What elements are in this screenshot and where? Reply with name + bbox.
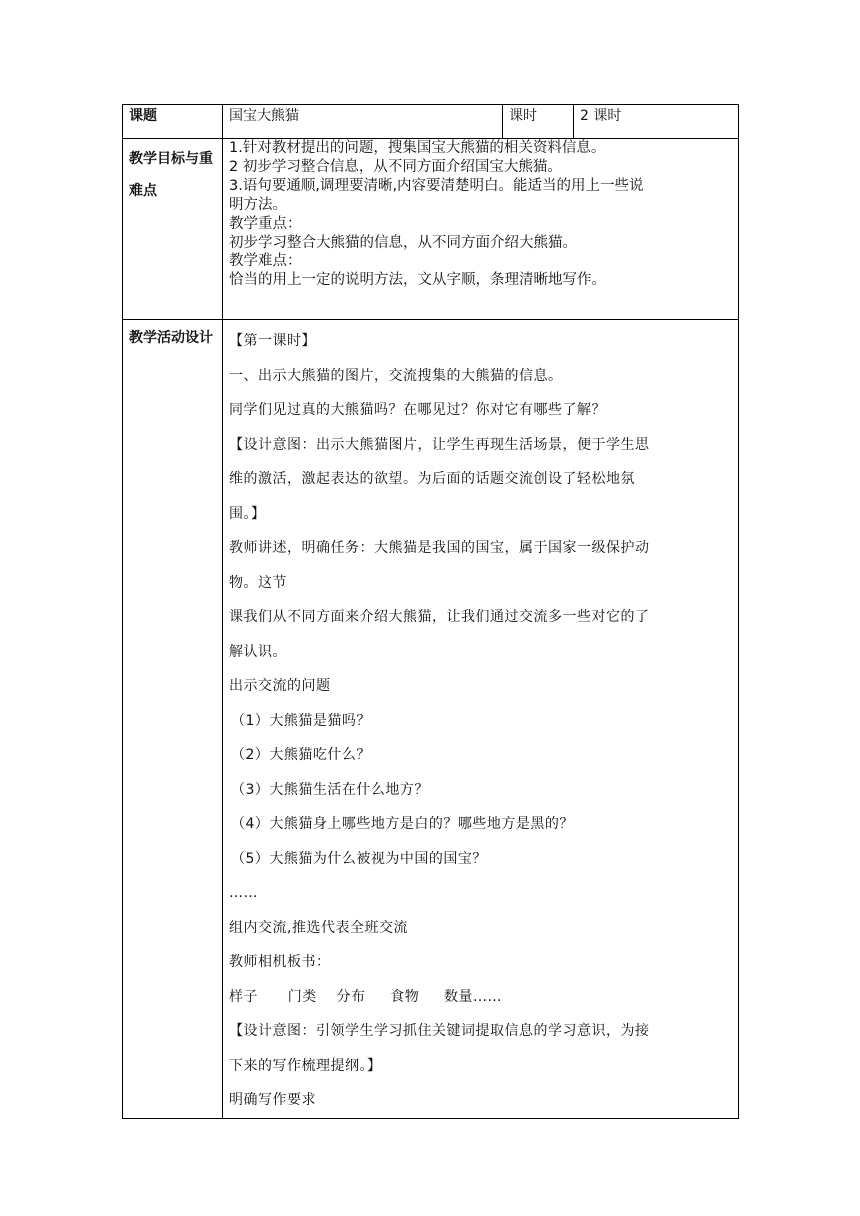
activity-row	[123, 320, 739, 1119]
question-item: （3）大熊猫生活在什么地方？	[231, 781, 429, 798]
lesson-heading: 【第一课时】	[229, 333, 316, 349]
goal-line: 明方法。	[229, 196, 287, 213]
activity-line: 教师讲述，明确任务：大熊猫是我国的国宝，属于国家一级保护动	[229, 540, 650, 556]
activity-line: ……	[229, 885, 258, 901]
goals-label: 教学目标与重难点	[123, 139, 223, 320]
goal-line: 1.针对教材提出的问题，搜集国宝大熊猫的相关资料信息。	[229, 140, 606, 156]
activity-line: 解认识。	[229, 643, 287, 660]
activity-line: 明确写作要求	[229, 1092, 316, 1108]
activity-line: 下来的写作梳理提纲。】	[229, 1057, 382, 1074]
activity-line: 物。这节	[229, 574, 287, 591]
activity-line: 出示交流的问题	[229, 678, 331, 694]
goal-line: 3.语句要通顺,调理要清晰,内容要清楚明白。能适当的用上一些说	[229, 177, 644, 194]
activity-line: 一、出示大熊猫的图片，交流搜集的大熊猫的信息。	[229, 367, 563, 384]
hours-label: 课时	[503, 105, 574, 139]
key-point-heading: 教学重点：	[229, 215, 302, 232]
activity-label: 教学活动设计	[123, 320, 223, 1119]
lesson-plan-table	[122, 104, 739, 1119]
activity-line: 教师相机板书：	[229, 954, 331, 970]
activity-line: 组内交流,推选代表全班交流	[229, 919, 408, 936]
activity-line: 【设计意图：出示大熊猫图片，让学生再现生活场景，便于学生思	[229, 436, 650, 453]
goals-content	[223, 139, 739, 320]
activity-line: 【设计意图：引领学生学习抓住关键词提取信息的学习意识，为接	[229, 1023, 650, 1039]
activity-line: 课我们从不同方面来介绍大熊猫，让我们通过交流多一些对它的了	[229, 609, 650, 625]
goal-line: 2 初步学习整合信息，从不同方面介绍国宝大熊猫。	[229, 158, 562, 175]
topic-label: 课题	[123, 105, 223, 139]
board-keywords: 样子 门类 分布 食物 数量……	[229, 988, 503, 1005]
question-item: （4）大熊猫身上哪些地方是白的？哪些地方是黑的？	[231, 816, 574, 832]
topic-value: 国宝大熊猫	[223, 105, 503, 139]
question-item: （5）大熊猫为什么被视为中国的国宝？	[231, 850, 487, 867]
activity-content	[223, 320, 739, 1119]
difficulty-heading: 教学难点：	[229, 253, 302, 270]
goals-row	[123, 139, 739, 320]
activity-line: 同学们见过真的大熊猫吗？在哪见过？你对它有哪些了解？	[229, 402, 606, 418]
activity-line: 围。】	[229, 505, 266, 522]
key-point-text: 初步学习整合大熊猫的信息，从不同方面介绍大熊猫。	[229, 234, 577, 251]
difficulty-text: 恰当的用上一定的说明方法，文从字顺，条理清晰地写作。	[229, 272, 606, 289]
question-item: （1）大熊猫是猫吗？	[231, 712, 371, 729]
question-item: （2）大熊猫吃什么？	[231, 747, 371, 763]
hours-value: 2 课时	[574, 105, 739, 139]
topic-row	[123, 105, 739, 139]
activity-line: 维的激活，激起表达的欲望。为后面的话题交流创设了轻松地氛	[229, 471, 635, 487]
